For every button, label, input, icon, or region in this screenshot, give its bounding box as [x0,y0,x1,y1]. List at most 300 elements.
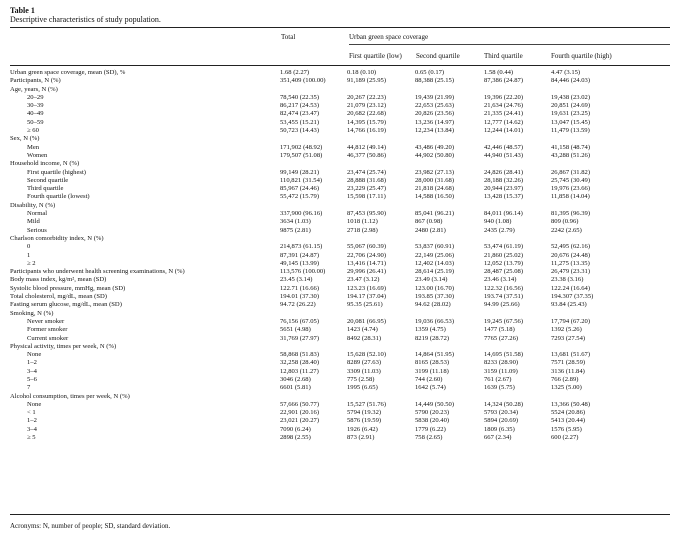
cell-first-quartile: 46,377 (50.86) [347,151,387,159]
cell-second-quartile: 1642 (5.74) [415,384,446,392]
header-quartile-4: Fourth quartile (high) [551,52,612,60]
cell-total: 49,145 (13.99) [280,259,320,267]
data-table [10,69,670,442]
cell-third-quartile: 940 (1.08) [484,218,512,226]
table-row [10,343,670,351]
cell-fourth-quartile: 13,681 (51.67) [551,351,591,359]
cell-second-quartile [415,86,484,94]
cell-second-quartile: 88,388 (25.15) [415,77,455,85]
cell-second-quartile: 5790 (20.23) [415,409,450,417]
table-row [10,227,670,235]
cell-first-quartile: 44,812 (49.14) [347,143,387,151]
row-label: ≥ 2 [27,259,36,267]
cell-first-quartile: 23,229 (25.47) [347,185,387,193]
cell-total: 55,472 (15.79) [280,193,320,201]
table-row [10,318,670,326]
cell-fourth-quartile: 19,438 (23.02) [551,93,591,101]
row-label: Serious [27,226,47,234]
row-label: Fourth quartile (lowest) [27,193,90,201]
cell-first-quartile: 775 (2.58) [347,375,375,383]
row-label: Men [27,143,40,151]
cell-first-quartile: 20,267 (22.23) [347,93,387,101]
cell-second-quartile: 867 (0.98) [415,218,443,226]
cell-total: 3634 (1.03) [280,218,311,226]
cell-total: 113,576 (100.00) [280,268,326,276]
cell-total: 76,156 (67.05) [280,317,320,325]
cell-total: 50,723 (14.43) [280,127,320,135]
cell-second-quartile [415,160,484,168]
cell-first-quartile: 194.17 (37.04) [347,293,387,301]
cell-third-quartile: 12,052 (13.79) [484,259,524,267]
table-row [10,376,670,384]
cell-third-quartile: 23.46 (3.14) [484,276,517,284]
cell-total: 337,900 (96.16) [280,210,323,218]
cell-fourth-quartile: 1325 (5.00) [551,384,582,392]
row-label: None [27,351,42,359]
cell-total: 86,217 (24.53) [280,102,320,110]
row-label: 40–49 [27,110,44,118]
cell-fourth-quartile: 1392 (5.26) [551,326,582,334]
cell-fourth-quartile: 19,976 (23.66) [551,185,591,193]
table-row [10,86,670,94]
table-row [10,417,670,425]
cell-third-quartile [484,202,551,210]
cell-fourth-quartile: 52,495 (62.16) [551,243,591,251]
cell-fourth-quartile [551,202,670,210]
table-row [10,401,670,409]
cell-total: 57,666 (50.77) [280,400,320,408]
row-label: 20–29 [27,93,44,101]
cell-total: 82,474 (23.47) [280,110,320,118]
cell-first-quartile: 20,081 (66.95) [347,317,387,325]
cell-third-quartile: 5894 (20.69) [484,417,519,425]
cell-second-quartile: 28,614 (25.19) [415,268,455,276]
cell-third-quartile: 12,777 (14.62) [484,118,524,126]
cell-fourth-quartile: 81,395 (96.39) [551,210,591,218]
cell-fourth-quartile: 4.47 (3.15) [551,69,581,76]
row-label: Systolic blood pressure, mmHg, mean (SD) [10,284,126,292]
cell-total [280,393,347,401]
cell-total: 1.68 (2.27) [280,69,310,76]
cell-first-quartile: 5876 (19.59) [347,417,382,425]
table-row [10,260,670,268]
cell-first-quartile: 20,682 (22.68) [347,110,387,118]
row-label: First quartile (highest) [27,168,86,176]
cell-third-quartile: 3159 (11.09) [484,367,518,375]
cell-first-quartile [347,343,415,351]
table-label: Table 1 [10,6,35,15]
cell-fourth-quartile [551,393,670,401]
cell-second-quartile [415,202,484,210]
row-label: None [27,400,42,408]
table-row [10,193,670,201]
cell-first-quartile: 8289 (27.63) [347,359,382,367]
cell-fourth-quartile [551,310,670,318]
row-label: Body mass index, kg/m², mean (SD) [10,276,107,284]
cell-second-quartile: 53,837 (60.91) [415,243,455,251]
cell-fourth-quartile: 23.38 (3.16) [551,276,584,284]
cell-first-quartile: 95.35 (25.61) [347,301,383,309]
cell-fourth-quartile: 2242 (2.65) [551,226,582,234]
header-total: Total [281,33,296,41]
cell-third-quartile: 5793 (20.34) [484,409,519,417]
cell-first-quartile: 0.18 (0.10) [347,69,377,76]
table-row [10,351,670,359]
cell-total [280,135,347,143]
table-row [10,326,670,334]
table-row [10,177,670,185]
table-row [10,335,670,343]
row-label: Second quartile [27,176,69,184]
table-row [10,144,670,152]
cell-fourth-quartile [551,135,670,143]
cell-total: 2898 (2.55) [280,434,311,442]
row-label: ≥ 60 [27,127,39,135]
cell-third-quartile: 84,011 (96.14) [484,210,523,218]
cell-second-quartile: 123.00 (16.70) [415,284,455,292]
table-row [10,301,670,309]
cell-first-quartile: 29,996 (26.41) [347,268,387,276]
cell-third-quartile: 19,396 (22.20) [484,93,524,101]
cell-total: 22,901 (20.16) [280,409,320,417]
cell-first-quartile: 5794 (19.32) [347,409,382,417]
cell-total [280,160,347,168]
cell-total: 78,540 (22.35) [280,93,320,101]
table-row [10,102,670,110]
cell-third-quartile [484,86,551,94]
cell-fourth-quartile [551,86,670,94]
cell-total [280,310,347,318]
cell-fourth-quartile [551,235,670,243]
table-row [10,359,670,367]
cell-first-quartile: 23,474 (25.74) [347,168,387,176]
bottom-rule [10,514,670,515]
cell-third-quartile: 28,188 (32.26) [484,176,524,184]
cell-first-quartile [347,160,415,168]
cell-fourth-quartile: 26,479 (23.31) [551,268,591,276]
table-row [10,293,670,301]
table-row [10,119,670,127]
cell-fourth-quartile: 41,158 (48.74) [551,143,591,151]
top-rule [10,27,670,28]
cell-first-quartile: 91,189 (25.95) [347,77,387,85]
cell-first-quartile: 13,416 (14.71) [347,259,387,267]
cell-third-quartile: 122.32 (16.56) [484,284,524,292]
cell-first-quartile [347,393,415,401]
row-label: 3–4 [27,425,37,433]
table-caption [10,6,161,24]
cell-first-quartile: 28,888 (31.68) [347,176,387,184]
cell-first-quartile [347,235,415,243]
cell-third-quartile [484,160,551,168]
table-row [10,409,670,417]
cell-fourth-quartile: 13,366 (50.48) [551,400,591,408]
header-quartile-1: First quartile (low) [349,52,402,60]
row-label: Former smoker [27,326,68,334]
row-label: Women [27,151,48,159]
cell-fourth-quartile: 11,479 (13.59) [551,127,590,135]
cell-second-quartile: 22,149 (25.06) [415,251,455,259]
cell-second-quartile: 5838 (20.40) [415,417,450,425]
row-label: Fasting serum glucose, mg/dL, mean (SD) [10,301,122,309]
cell-second-quartile: 21,818 (24.68) [415,185,455,193]
cell-first-quartile: 15,527 (51.76) [347,400,387,408]
cell-first-quartile: 873 (2.91) [347,434,375,442]
group-rule [349,44,670,45]
row-label: Mild [27,218,40,226]
cell-fourth-quartile: 1576 (5.95) [551,425,582,433]
cell-second-quartile: 193.85 (37.30) [415,293,455,301]
row-label: 5–6 [27,375,37,383]
cell-second-quartile: 758 (2.65) [415,434,443,442]
table-row [10,285,670,293]
cell-total: 171,902 (48.92) [280,143,323,151]
cell-second-quartile [415,135,484,143]
cell-total: 53,455 (15.21) [280,118,320,126]
cell-third-quartile: 21,860 (25.02) [484,251,524,259]
table-title: Descriptive characteristics of study population. [10,15,161,24]
cell-first-quartile: 21,079 (23.12) [347,102,387,110]
cell-first-quartile: 1995 (6.65) [347,384,378,392]
row-label: Total cholesterol, mg/dL, mean (SD) [10,293,107,301]
header-group: Urban green space coverage [349,33,429,41]
cell-third-quartile: 1809 (6.35) [484,425,515,433]
row-label: < 1 [27,409,36,417]
cell-second-quartile: 43,486 (49.20) [415,143,455,151]
cell-second-quartile: 14,449 (50.50) [415,400,455,408]
cell-fourth-quartile: 20,676 (24.48) [551,251,591,259]
cell-fourth-quartile: 194.307 (37.35) [551,293,594,301]
cell-third-quartile: 2435 (2.79) [484,226,515,234]
row-label: Charlson comorbidity index, N (%) [10,234,104,242]
cell-third-quartile: 53,474 (61.19) [484,243,524,251]
cell-fourth-quartile: 20,851 (24.69) [551,102,591,110]
cell-fourth-quartile: 11,858 (14.04) [551,193,590,201]
row-label: 1–2 [27,359,37,367]
cell-fourth-quartile: 766 (2.89) [551,375,579,383]
cell-second-quartile: 12,402 (14.03) [415,259,455,267]
cell-total: 58,868 (51.83) [280,351,320,359]
cell-third-quartile [484,135,551,143]
cell-third-quartile [484,235,551,243]
cell-total: 32,258 (28.40) [280,359,320,367]
cell-fourth-quartile: 5413 (20.44) [551,417,586,425]
row-label: Age, years, N (%) [10,85,58,93]
cell-second-quartile: 12,234 (13.84) [415,127,455,135]
cell-fourth-quartile: 13,047 (15.45) [551,118,591,126]
cell-fourth-quartile: 809 (0.96) [551,218,579,226]
cell-first-quartile: 87,453 (95.90) [347,210,387,218]
table-row [10,243,670,251]
cell-third-quartile: 14,695 (51.58) [484,351,524,359]
table-row [10,69,670,77]
cell-third-quartile: 1.58 (0.44) [484,69,514,76]
row-label: Current smoker [27,334,69,342]
cell-second-quartile: 28,000 (31.68) [415,176,455,184]
cell-second-quartile [415,343,484,351]
cell-first-quartile: 1423 (4.74) [347,326,378,334]
cell-total [280,235,347,243]
cell-total [280,86,347,94]
cell-fourth-quartile: 5524 (20.86) [551,409,586,417]
table-row [10,169,670,177]
row-label: 50–59 [27,118,44,126]
cell-second-quartile: 19,439 (21.99) [415,93,455,101]
cell-total: 351,409 (100.00) [280,77,326,85]
cell-second-quartile [415,310,484,318]
row-label: Participants, N (%) [10,77,61,85]
row-label: 3–4 [27,367,37,375]
row-label: Physical activity, times per week, N (%) [10,342,117,350]
cell-total: 99,149 (28.21) [280,168,320,176]
cell-first-quartile: 123.23 (16.69) [347,284,387,292]
cell-second-quartile: 23.49 (3.14) [415,276,448,284]
cell-second-quartile: 2480 (2.81) [415,226,446,234]
cell-second-quartile: 13,236 (14.97) [415,118,455,126]
cell-third-quartile: 7765 (27.26) [484,334,519,342]
row-label: Smoking, N (%) [10,309,54,317]
cell-total: 23,021 (20.27) [280,417,320,425]
cell-fourth-quartile: 122.24 (16.64) [551,284,591,292]
cell-first-quartile [347,86,415,94]
cell-total: 122.71 (16.66) [280,284,320,292]
cell-second-quartile: 1359 (4.75) [415,326,446,334]
cell-fourth-quartile: 11,275 (13.35) [551,259,590,267]
row-label: 1 [27,251,31,259]
cell-first-quartile: 2718 (2.98) [347,226,378,234]
table-row [10,210,670,218]
cell-first-quartile: 23.47 (3.12) [347,276,380,284]
table-row [10,110,670,118]
row-label: 30–39 [27,102,44,110]
cell-fourth-quartile: 84,446 (24.03) [551,77,591,85]
table-row [10,77,670,85]
header-quartile-3: Third quartile [484,52,523,60]
cell-first-quartile: 15,628 (52.10) [347,351,387,359]
cell-third-quartile: 14,324 (50.28) [484,400,524,408]
cell-fourth-quartile: 3136 (11.84) [551,367,585,375]
cell-first-quartile: 14,395 (15.79) [347,118,387,126]
cell-second-quartile: 14,864 (51.95) [415,351,455,359]
header-quartile-2: Second quartile [416,52,460,60]
cell-total [280,343,347,351]
table-row [10,268,670,276]
cell-first-quartile [347,135,415,143]
table-row [10,127,670,135]
cell-total: 9875 (2.81) [280,226,311,234]
cell-second-quartile: 44,902 (50.80) [415,151,455,159]
cell-total: 31,769 (27.97) [280,334,320,342]
cell-total: 194.01 (37.30) [280,293,320,301]
row-label: Alcohol consumption, times per week, N (%) [10,392,130,400]
footnote: Acronyms: N, number of people; SD, standard deviation. [10,522,171,530]
table-row [10,94,670,102]
table-row [10,185,670,193]
table-row [10,160,670,168]
cell-second-quartile: 85,041 (96.21) [415,210,455,218]
cell-fourth-quartile: 600 (2.27) [551,434,579,442]
cell-third-quartile: 87,386 (24.87) [484,77,524,85]
cell-third-quartile: 28,487 (25.08) [484,268,524,276]
row-label: Urban green space coverage, mean (SD), % [10,69,126,76]
cell-fourth-quartile: 26,867 (31.82) [551,168,591,176]
table-row [10,235,670,243]
table-row [10,152,670,160]
cell-second-quartile: 8165 (28.53) [415,359,450,367]
cell-second-quartile: 744 (2.60) [415,375,443,383]
cell-third-quartile [484,393,551,401]
row-label: ≥ 5 [27,434,36,442]
cell-third-quartile: 8233 (28.90) [484,359,519,367]
cell-total [280,202,347,210]
row-label: Normal [27,210,48,218]
cell-second-quartile: 14,588 (16.50) [415,193,455,201]
table-row [10,426,670,434]
cell-total: 85,967 (24.46) [280,185,320,193]
cell-first-quartile: 22,706 (24.90) [347,251,387,259]
cell-fourth-quartile: 7571 (28.59) [551,359,586,367]
cell-third-quartile: 21,335 (24.41) [484,110,524,118]
table-row [10,276,670,284]
table-row [10,384,670,392]
cell-second-quartile [415,235,484,243]
cell-first-quartile: 3309 (11.03) [347,367,381,375]
cell-third-quartile: 1639 (5.75) [484,384,515,392]
cell-third-quartile: 20,944 (23.97) [484,185,524,193]
table-row [10,135,670,143]
row-label: Sex, N (%) [10,135,40,143]
row-label: 1–2 [27,417,37,425]
cell-second-quartile: 94.62 (28.02) [415,301,451,309]
cell-third-quartile: 13,428 (15.37) [484,193,524,201]
row-label: Third quartile [27,185,64,193]
cell-third-quartile [484,310,551,318]
cell-third-quartile: 24,826 (28.41) [484,168,524,176]
cell-total: 110,821 (31.54) [280,176,323,184]
cell-fourth-quartile: 43,288 (51.26) [551,151,591,159]
cell-first-quartile: 8492 (28.31) [347,334,382,342]
table-row [10,252,670,260]
table-body [10,69,670,442]
cell-second-quartile: 1779 (6.22) [415,425,446,433]
cell-second-quartile: 3199 (11.18) [415,367,449,375]
row-label: Participants who underwent health screening examinations, N (%) [10,268,185,276]
cell-fourth-quartile: 17,794 (67.20) [551,317,591,325]
cell-third-quartile: 193.74 (37.51) [484,293,524,301]
cell-total: 7090 (6.24) [280,425,311,433]
cell-second-quartile: 8219 (28.72) [415,334,450,342]
table-row [10,310,670,318]
cell-total: 3046 (2.68) [280,375,311,383]
cell-third-quartile: 21,634 (24.76) [484,102,524,110]
cell-fourth-quartile: 7293 (27.54) [551,334,586,342]
cell-third-quartile: 44,940 (51.43) [484,151,524,159]
row-label: Household income, N (%) [10,160,80,168]
cell-third-quartile: 12,244 (14.01) [484,127,524,135]
cell-first-quartile: 55,067 (60.39) [347,243,387,251]
cell-third-quartile: 761 (2.67) [484,375,512,383]
cell-first-quartile: 1926 (6.42) [347,425,378,433]
cell-first-quartile: 14,766 (16.19) [347,127,387,135]
table-row [10,218,670,226]
cell-total: 94.72 (26.22) [280,301,316,309]
header-rule [10,65,670,66]
cell-second-quartile [415,393,484,401]
row-label: 7 [27,384,31,392]
cell-total: 12,803 (11.27) [280,367,319,375]
cell-third-quartile: 1477 (5.18) [484,326,515,334]
cell-total: 23.45 (3.14) [280,276,313,284]
